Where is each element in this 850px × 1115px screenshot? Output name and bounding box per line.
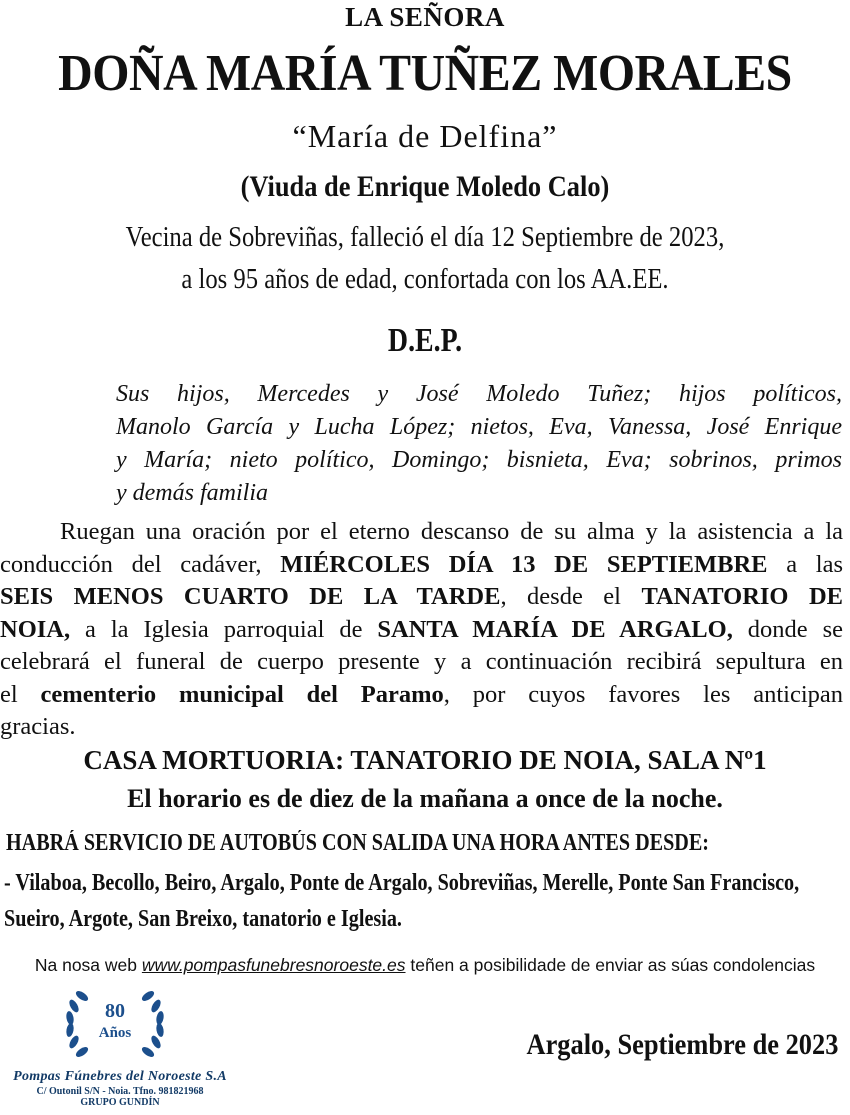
ceremony-paragraph — [0, 516, 843, 744]
logo-number: 80 — [105, 1000, 125, 1022]
deceased-name: DOÑA MARÍA TUÑEZ MORALES — [58, 45, 792, 102]
church-name: SANTA MARÍA DE ARGALO, — [377, 615, 733, 643]
ceremony-time: SEIS MENOS CUARTO DE LA TARDE — [0, 583, 501, 610]
company-address: C/ Outonil S/N - Noia. Tfno. 981821968 — [36, 1086, 204, 1097]
nickname: “María de Delfina” — [292, 118, 558, 154]
company-block — [4, 1069, 236, 1108]
family-line: y demás familia — [116, 480, 268, 506]
mortuary-house: CASA MORTUORIA: TANATORIO DE NOIA, SALA Nº1 — [83, 745, 767, 775]
opening-hours: El horario es de diez de la mañana a once de la noche. — [127, 784, 723, 813]
ceremony-line: celebrará el funeral de cuerpo presente y a continuación recibirá sepultura en — [0, 648, 843, 675]
widow-line: (Viuda de Enrique Moledo Calo) — [240, 170, 610, 203]
family-line: Sus hijos, Mercedes y José Moledo Tuñez; hijos políticos, — [116, 381, 842, 407]
ceremony-line: NOIA, a la Iglesia parroquial de SANTA MARÍA DE ARGALO, donde se — [0, 615, 843, 643]
bus-stops-line-1: - Vilaboa, Becollo, Beiro, Argalo, Ponte de Argalo, Sobreviñas, Merelle, Ponte San Francisco, — [4, 870, 800, 896]
bus-stops-line-2: Sueiro, Argote, San Breixo, tanatorio e Iglesia. — [4, 906, 402, 932]
funeral-home: TANATORIO DE — [641, 583, 844, 610]
bus-service-heading: HABRÁ SERVICIO DE AUTOBÚS CON SALIDA UNA HORA ANTES DESDE: — [6, 830, 710, 856]
dep-label: D.E.P. — [387, 322, 463, 359]
ceremony-date: MIÉRCOLES DÍA 13 DE SEPTIEMBRE — [280, 550, 768, 578]
laurel-wreath-icon — [60, 982, 170, 1068]
anniversary-logo — [60, 982, 170, 1068]
ceremony-line: el cementerio municipal del Paramo, por cuyos favores les anticipan — [0, 680, 844, 708]
place-date: Argalo, Septiembre de 2023 — [526, 1028, 838, 1061]
residence-line-2: a los 95 años de edad, confortada con los AA.EE. — [181, 264, 669, 295]
ceremony-line: Ruegan una oración por el eterno descanso de su alma y la asistencia a la — [60, 518, 843, 545]
ceremony-line: SEIS MENOS CUARTO DE LA TARDE, desde el TANATORIO DE — [0, 583, 844, 610]
residence-line-1: Vecina de Sobreviñas, falleció el día 12 Septiembre de 2023, — [125, 222, 725, 253]
company-name: Pompas Fúnebres del Noroeste S.A — [13, 1069, 227, 1084]
ceremony-line: conducción del cadáver, MIÉRCOLES DÍA 13 DE SEPTIEMBRE a las — [0, 550, 844, 578]
logo-word: Años — [98, 1025, 132, 1041]
family-paragraph — [116, 378, 842, 510]
family-line: y María; nieto político, Domingo; bisnieta, Eva; sobrinos, primos — [116, 447, 842, 473]
website-link[interactable]: www.pompasfunebresnoroeste.es — [141, 955, 406, 975]
family-line: Manolo García y Lucha López; nietos, Eva, Vanessa, José Enrique — [116, 414, 842, 440]
cemetery-name: cementerio municipal del Paramo — [40, 680, 444, 708]
condolences-note: Na nosa web www.pompasfunebresnoroeste.es teñen a posibilidade de enviar as súas condolencias — [34, 955, 816, 975]
ceremony-line: gracias. — [0, 713, 76, 740]
company-group: GRUPO GUNDÍN — [80, 1097, 160, 1108]
title-prefix: LA SEÑORA — [345, 2, 505, 32]
